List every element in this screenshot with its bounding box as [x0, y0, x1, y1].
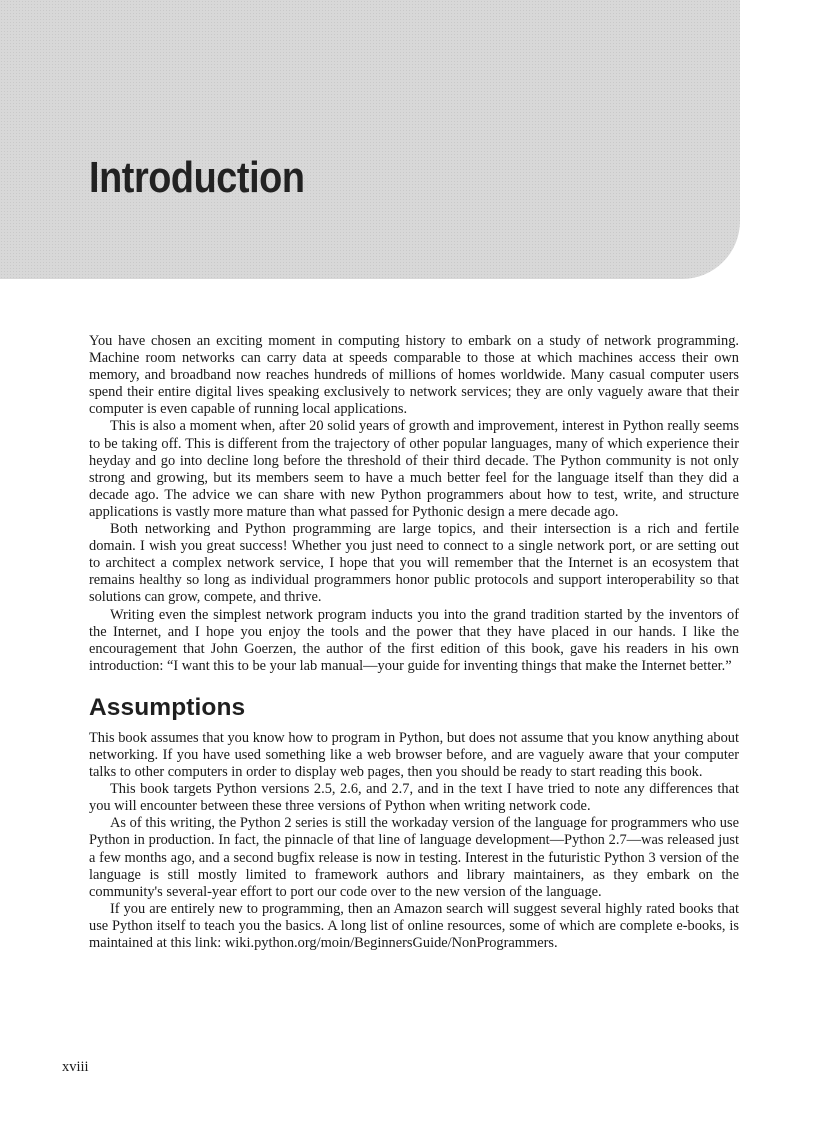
intro-paragraph-2: This is also a moment when, after 20 solid years of growth and improvement, interest in Python really seems to be taking off. This is different from the trajectory of other popular languages, many of which experience their heyday and go into decline long before the threshold of their third decade. The Python community is not only strong and growing, but its members seem to have a much better feel for the language itself than they did a decade ago. The advice we can share with new Python programmers about how to test, write, and structure applications is vastly more mature than what passed for Pythonic design a mere decade ago.	[89, 418, 739, 520]
page-body	[89, 333, 739, 952]
assumptions-paragraph-4: If you are entirely new to programming, then an Amazon search will suggest several highly rated books that use Python itself to teach you the basics. A long list of online resources, some of which are complete e-books, is maintained at this link: wiki.python.org/moin/BeginnersGuide/NonProgrammers.	[89, 900, 739, 951]
chapter-title: Introduction	[89, 153, 305, 202]
chapter-header-band	[0, 0, 740, 279]
intro-paragraph-4: Writing even the simplest network program inducts you into the grand tradition started by the inventors of the Internet, and I hope you enjoy the tools and the power that they have placed in our hands. I like the encouragement that John Goerzen, the author of the first edition of this book, gave his readers in his own introduction: “I want this to be your lab manual—your guide for inventing things that make the Internet better.”	[89, 606, 739, 674]
assumptions-paragraph-1: This book assumes that you know how to program in Python, but does not assume that you know anything about networking. If you have used something like a web browser before, and are vaguely aware that your computer talks to other computers in order to display web pages, then you should be ready to start reading this book.	[89, 729, 739, 781]
section-heading-assumptions: Assumptions	[89, 693, 246, 721]
assumptions-paragraph-2: This book targets Python versions 2.5, 2.6, and 2.7, and in the text I have tried to note any differences that you will encounter between these three versions of Python when writing network code.	[89, 781, 739, 815]
intro-paragraph-1: You have chosen an exciting moment in computing history to embark on a study of network programming. Machine room networks can carry data at speeds comparable to those at which machines access their own memory, and broadband now reaches hundreds of millions of homes worldwide. Many casual computer users spend their entire digital lives speaking exclusively to network services; they are only vaguely aware that their computer is even capable of running local applications.	[89, 333, 739, 418]
intro-paragraph-3: Both networking and Python programming are large topics, and their intersection is a rich and fertile domain. I wish you great success! Whether you just need to connect to a single network port, or are setting out to architect a complex network service, I hope that you will remember that the Internet is an ecosystem that remains healthy so long as individual programmers honor public protocols and support interoperability so that solutions can grow, compete, and thrive.	[89, 521, 739, 606]
assumptions-paragraph-3: As of this writing, the Python 2 series is still the workaday version of the language for programmers who use Python in production. In fact, the pinnacle of that line of language development—Python 2.7—was released just a few months ago, and a second bugfix release is now in testing. Interest in the futuristic Python 3 version of the language is still mostly limited to framework authors and library maintainers, as they embark on the community's several-year effort to port our code over to the new version of the language.	[89, 815, 739, 900]
page-number: xviii	[62, 1059, 89, 1075]
